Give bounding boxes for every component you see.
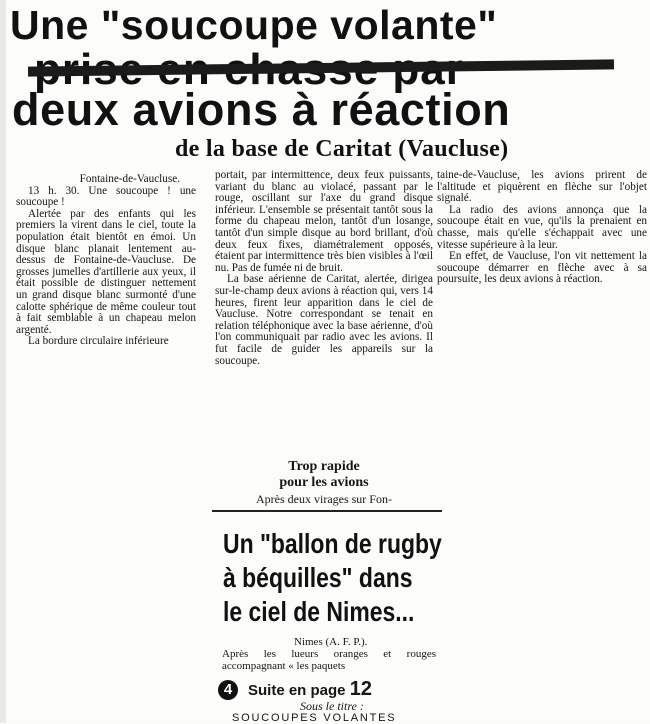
continued-title: SOUCOUPES VOLANTES <box>232 712 397 724</box>
box-headline-line-2: à béquilles" dans <box>223 562 413 593</box>
column2-paragraph: La base aérienne de Caritat, alertée, dirigea sur-le-champ deux avions à réaction qui, vers 14 heures, firent leur apparition dans le ciel de Vaucluse. Notre correspondant se tenait en relation téléphonique avec la base aérienne, d'où l'on communiquait par radio avec les avions. Il fut facile de guider les appareils sur la soucoupe. <box>215 273 433 367</box>
subhead-pour-les-avions: pour les avions <box>279 475 369 490</box>
box-headline-line-1: Un "ballon de rugby <box>223 528 442 559</box>
subhead-continuation-line: Après deux virages sur Fon- <box>256 492 392 506</box>
headline-subtitle: de la base de Caritat (Vaucluse) <box>175 136 509 162</box>
column1-paragraph: La bordure circulaire inférieure <box>28 335 169 348</box>
suite-page-number: 12 <box>349 678 372 700</box>
left-edge-shadow <box>0 0 6 723</box>
box-dateline: Nimes (A. F. P.). <box>294 636 368 648</box>
article-column-1 <box>16 174 196 348</box>
suite-label: Suite en page <box>248 682 346 699</box>
headline-line-3: deux avions à réaction <box>12 84 511 135</box>
column2-paragraph: portait, par intermittence, deux feux puissants, variant du blanc au violacé, passant par le rouge, oscillant sur l'axe du grand disque inférieur. L'ensemble se présentait tantôt sous la forme du chapeau melon, tantôt d'un losange, tantôt d'un simple disque au bord brillant, d'où deux feux fixes, diamétralement opposés, étaient par intermittence très bien visibles à l'œil nu. Pas de fumée ni de bruit. <box>215 169 433 274</box>
suite-en-page <box>248 678 372 701</box>
column3-paragraph: taine-de-Vaucluse, les avions prirent de l'altitude et piquèrent en flèche sur l'objet signalé. <box>437 169 647 205</box>
page-number-badge: 4 <box>218 680 238 700</box>
article-column-3 <box>437 170 647 286</box>
headline-line-1: Une "soucoupe volante" <box>10 2 498 48</box>
sous-le-titre: Sous le titre : <box>300 699 364 713</box>
article-column-2 <box>215 170 433 367</box>
column3-paragraph: La radio des avions annonça que la soucoupe était en vue, qu'ils la prenaient en chasse, mais qu'elle s'échappait avec une vitesse supérieure à la leur. <box>437 203 647 251</box>
column3-paragraph: En effet, de Vaucluse, l'on vit nettement la soucoupe démarrer en flèche avec à sa poursuite, les deux avions à réaction. <box>437 250 647 286</box>
column1-paragraph: 13 h. 30. Une soucoupe ! une soucoupe ! <box>16 184 196 209</box>
box-headline-line-3: le ciel de Nimes... <box>223 596 415 627</box>
subhead-trop-rapide: Trop rapide <box>288 459 360 474</box>
dateline: Fontaine-de-Vaucluse. <box>79 173 180 185</box>
box-text: Après les lueurs oranges et rouges accompagnant « les paquets <box>222 648 436 672</box>
column1-paragraph: Alertée par des enfants qui les premiers la virent dans le ciel, toute la population était bientôt en émoi. Un disque blanc planait lentement au-dessus de Fontaine-de-Vaucluse. De grosses jumelles d'artillerie aux yeux, il était possible de distinguer nettement un grand disque blanc surmonté d'une calotte sphérique de même couleur tout à fait semblable à un chapeau melon argenté. <box>16 207 196 336</box>
nimes-sidebar-box <box>212 510 442 722</box>
